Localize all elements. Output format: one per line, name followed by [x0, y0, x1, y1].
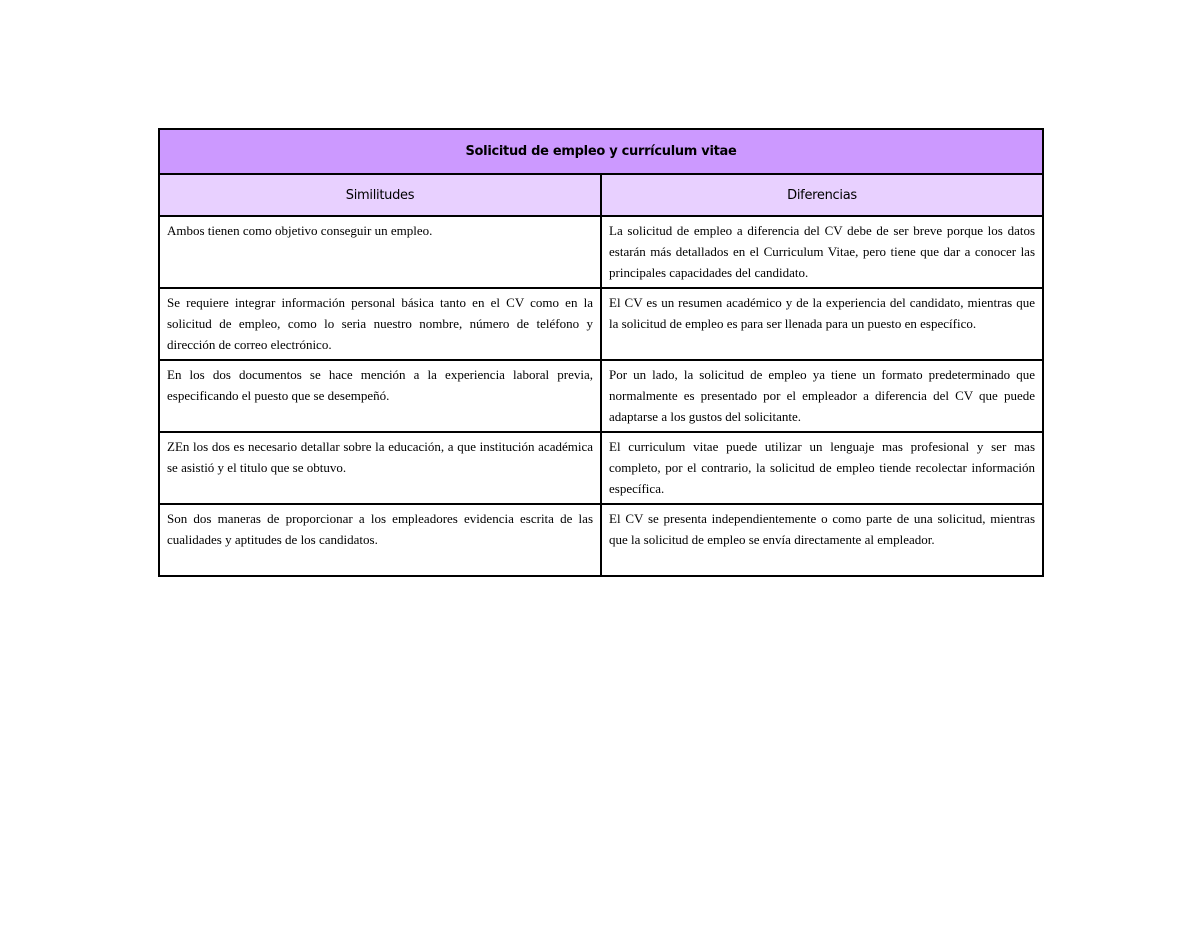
table-row: [159, 360, 1043, 432]
comparison-table: [158, 128, 1044, 577]
diferencia-cell: La solicitud de empleo a diferencia del CV debe de ser breve porque los datos estarán más detallados en el Curriculum Vitae, pero tiene que dar a conocer las principales capacidades del candidato.: [601, 216, 1043, 288]
header-similitudes: Similitudes: [159, 174, 601, 216]
similitud-cell: Se requiere integrar información personal básica tanto en el CV como en la solicitud de empleo, como lo seria nuestro nombre, número de teléfono y dirección de correo electrónico.: [159, 288, 601, 360]
table-title: Solicitud de empleo y currículum vitae: [159, 129, 1043, 174]
table-row: [159, 288, 1043, 360]
diferencia-cell: El curriculum vitae puede utilizar un lenguaje mas profesional y ser mas completo, por el contrario, la solicitud de empleo tiende recolectar información específica.: [601, 432, 1043, 504]
header-row: [159, 174, 1043, 216]
diferencia-cell: El CV se presenta independientemente o como parte de una solicitud, mientras que la solicitud de empleo se envía directamente al empleador.: [601, 504, 1043, 576]
diferencia-cell: Por un lado, la solicitud de empleo ya tiene un formato predeterminado que normalmente es presentado por el empleador a diferencia del CV que puede adaptarse a los gustos del solicitante.: [601, 360, 1043, 432]
similitud-cell: En los dos documentos se hace mención a la experiencia laboral previa, especificando el puesto que se desempeñó.: [159, 360, 601, 432]
similitud-cell: ZEn los dos es necesario detallar sobre la educación, a que institución académica se asistió y el titulo que se obtuvo.: [159, 432, 601, 504]
diferencia-cell: El CV es un resumen académico y de la experiencia del candidato, mientras que la solicitud de empleo es para ser llenada para un puesto en específico.: [601, 288, 1043, 360]
title-row: [159, 129, 1043, 174]
header-diferencias: Diferencias: [601, 174, 1043, 216]
similitud-cell: Ambos tienen como objetivo conseguir un empleo.: [159, 216, 601, 288]
table-row: [159, 504, 1043, 576]
table-row: [159, 432, 1043, 504]
similitud-cell: Son dos maneras de proporcionar a los empleadores evidencia escrita de las cualidades y aptitudes de los candidatos.: [159, 504, 601, 576]
table-row: [159, 216, 1043, 288]
